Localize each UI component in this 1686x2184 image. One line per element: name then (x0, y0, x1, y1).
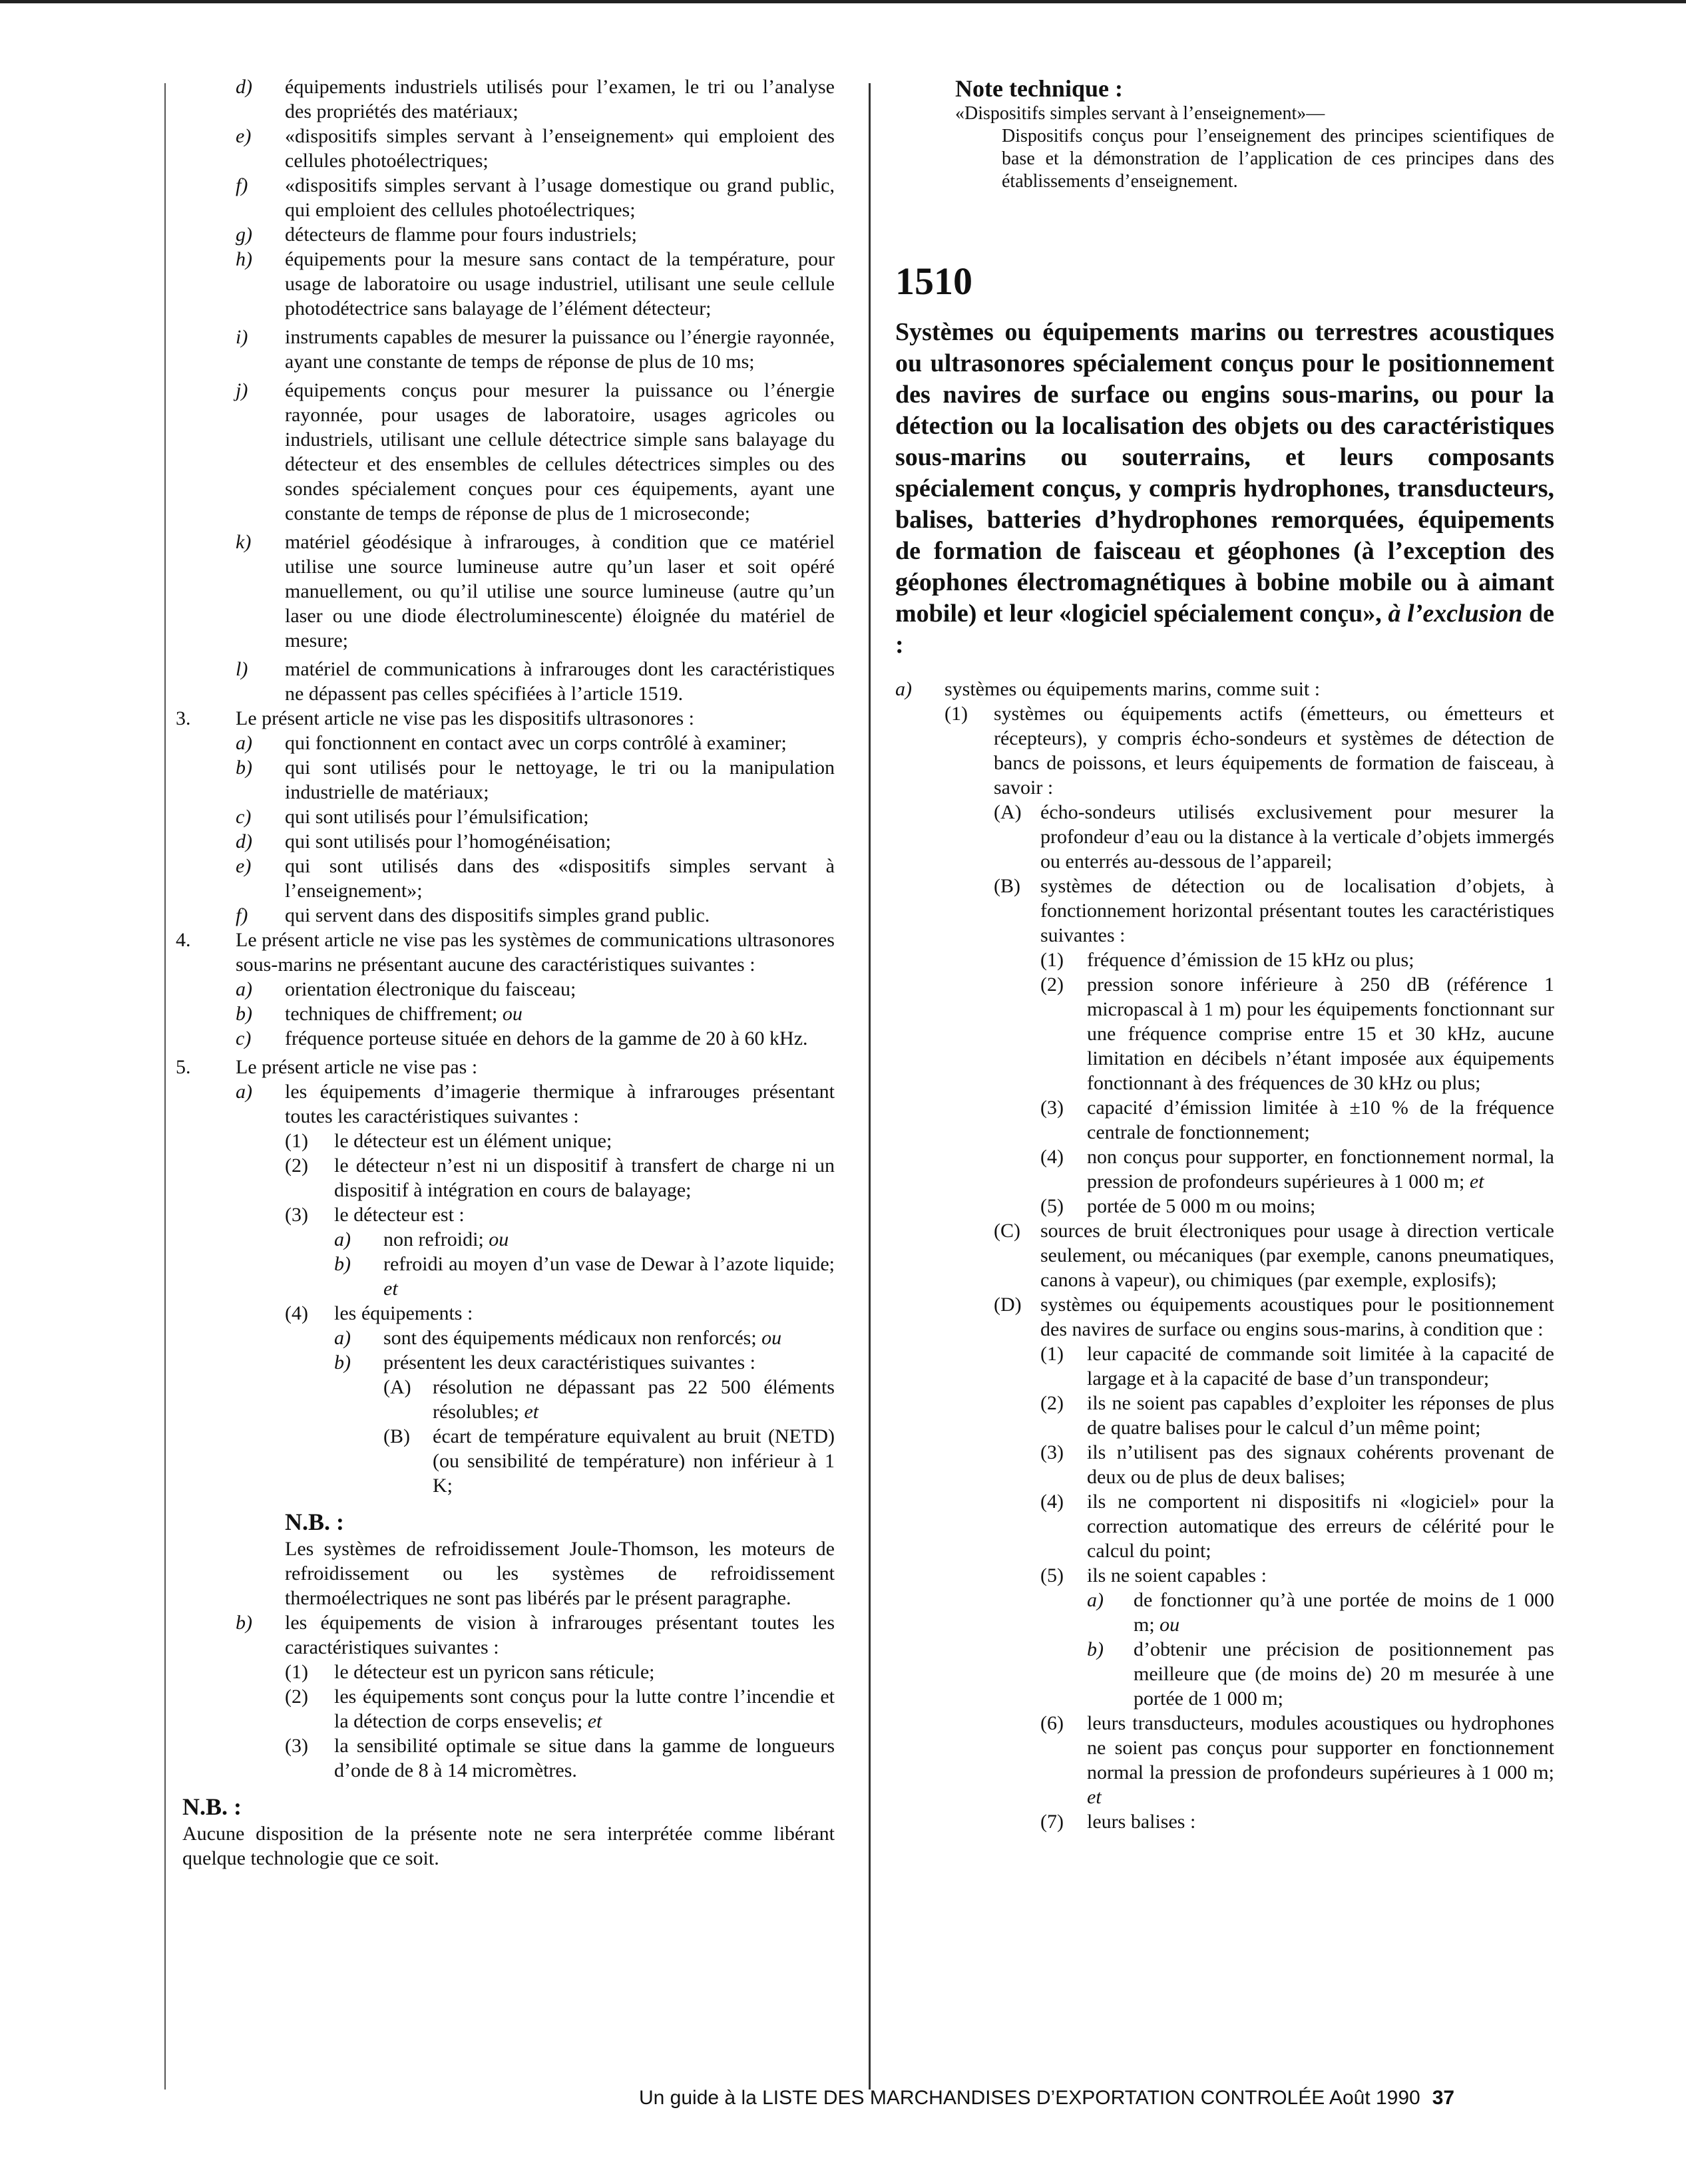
item-marker: (1) (1040, 949, 1064, 971)
item-marker: (1) (285, 1661, 308, 1683)
sub-sub-sub-item (895, 1711, 1554, 1809)
item-text: équipements industriels utilisés pour l’examen, le tri ou l’analyse des propriétés des matériaux; (285, 76, 835, 122)
list-item (182, 378, 835, 526)
item-text: refroidi au moyen d’un vase de Dewar à l’azote liquide; (383, 1253, 835, 1275)
sub-sub-item (895, 1292, 1554, 1342)
item-marker: a) (236, 1081, 252, 1103)
item-text: non conçus pour supporter, en fonctionnement normal, la pression de profondeurs supérieures à 1 000 m; (1087, 1146, 1554, 1192)
item-conjunction: ou (502, 1003, 523, 1025)
item-marker: a) (1087, 1589, 1104, 1611)
sub-item (182, 1660, 835, 1684)
item-text: leurs balises : (1087, 1811, 1196, 1833)
sub-sub-item (895, 1218, 1554, 1292)
item-text: sources de bruit électroniques pour usage à direction verticale seulement, ou mécaniques (par exemple, canons pneumatiques, canons à vapeur), ou chimiques (par exemple, explosifs); (1040, 1220, 1554, 1291)
paragraph-number: 5. (176, 1056, 191, 1078)
item-marker: (2) (1040, 1392, 1064, 1414)
item-marker: d) (236, 76, 252, 98)
item-marker: c) (236, 806, 252, 828)
sub-sub-sub-sub-item (895, 1588, 1554, 1637)
paragraph-4-intro (176, 928, 835, 977)
paragraph-text: Le présent article ne vise pas les systèmes de communications ultrasonores sous-marins ne présentant aucune des caractéristiques suivantes : (236, 929, 835, 976)
article-number: 1510 (895, 260, 972, 303)
item-conjunction: ou (489, 1228, 509, 1250)
paragraph-2-list (182, 75, 835, 706)
nb-note-2 (182, 1792, 835, 1871)
sub-sub-sub-item (895, 1563, 1554, 1588)
paragraph-number: 4. (176, 929, 191, 951)
item-marker: f) (236, 904, 248, 926)
item-text: «dispositifs simples servant à l’enseignement» qui emploient des cellules photoélectriques; (285, 125, 835, 172)
item-marker: l) (236, 658, 248, 680)
item-text: les équipements de vision à infrarouges présentant toutes les caractéristiques suivantes : (285, 1612, 835, 1658)
item-marker: (D) (994, 1294, 1022, 1316)
sub-item (182, 1153, 835, 1202)
item-marker: b) (236, 1003, 252, 1025)
technical-note-term: «Dispositifs simples servant à l’enseignement»— (955, 103, 1325, 124)
item-marker: h) (236, 248, 252, 270)
item-marker: (4) (285, 1302, 308, 1324)
item-text: le détecteur est : (334, 1204, 465, 1226)
item-marker: a) (895, 678, 912, 700)
item-text: systèmes ou équipements actifs (émetteurs, ou émetteurs et récepteurs), y compris écho-sondeurs et systèmes de détection de bancs de poissons, et leurs équipements de formation de faisceau, à savoir : (994, 703, 1554, 799)
sub-item (182, 1129, 835, 1153)
item-marker: a) (334, 1228, 351, 1250)
item-text: le détecteur est un élément unique; (334, 1130, 612, 1152)
list-item (182, 657, 835, 706)
item-marker: c) (236, 1027, 252, 1049)
item-text: résolution ne dépassant pas 22 500 éléments résolubles; (433, 1376, 835, 1423)
item-marker: f) (236, 174, 248, 196)
list-item (182, 75, 835, 124)
column-divider-rule (869, 83, 871, 2090)
item-text: instruments capables de mesurer la puissance ou l’énergie rayonnée, ayant une constante de temps de réponse de plus de 10 ms; (285, 326, 835, 373)
item-text: écho-sondeurs utilisés exclusivement pour mesurer la profondeur d’eau ou la distance à la verticale d’objets immergés ou enterrés au-dessous de l’appareil; (1040, 801, 1554, 872)
item-marker: b) (334, 1352, 351, 1373)
list-item (182, 124, 835, 173)
nb-text: Les systèmes de refroidissement Joule-Thomson, les moteurs de refroidissement ou les systèmes de refroidissement thermoélectriques ne sont pas libérés par le présent paragraphe. (285, 1538, 835, 1609)
list-item (182, 325, 835, 374)
list-item (182, 755, 835, 805)
item-text: sont des équipements médicaux non renforcés; (383, 1327, 757, 1349)
sub-sub-item (182, 1326, 835, 1350)
top-border-line (0, 0, 1686, 3)
paragraph-text: Le présent article ne vise pas : (236, 1056, 478, 1078)
list-item (182, 530, 835, 653)
page-footer (639, 2087, 1454, 2109)
item-text: ils n’utilisent pas des signaux cohérents provenant de deux ou de plus de deux balises; (1087, 1441, 1554, 1488)
item-marker: i) (236, 326, 248, 348)
item-text: de fonctionner qu’à une portée de moins de 1 000 m; (1134, 1589, 1554, 1636)
item-marker: e) (236, 855, 252, 877)
item-text: les équipements d’imagerie thermique à infrarouges présentant toutes les caractéristiques suivantes : (285, 1081, 835, 1127)
item-text: équipements pour la mesure sans contact de la température, pour usage de laboratoire ou usage industriel, utilisant une seule cellule photodétectrice sans balayage de l’élément détecteur; (285, 248, 835, 319)
item-marker: (B) (994, 875, 1020, 897)
item-marker: b) (236, 1612, 252, 1634)
left-margin-rule (164, 83, 166, 2090)
item-conjunction: ou (1159, 1614, 1180, 1636)
paragraph-5-intro (176, 1055, 835, 1079)
sub-sub-sub-item (895, 1489, 1554, 1563)
list-item (895, 677, 1554, 701)
sub-sub-sub-item (895, 1342, 1554, 1391)
item-text: systèmes ou équipements acoustiques pour le positionnement des navires de surface ou engins sous-marins, à condition que : (1040, 1294, 1554, 1340)
article-heading-text: Systèmes ou équipements marins ou terrestres acoustiques ou ultrasonores spécialement conçus pour le positionnement des navires de surface ou engins sous-marins, ou pour la détection ou la localisation des objets ou des caractéristiques sous-marins ou souterrains, et leurs composants spécialement conçus, y compris hydrophones, transducteurs, balises, batteries d’hydrophones remorquées, équipements de formation de faisceau et géophones (à l’exception des géophones électromagnétiques à bobine mobile ou à aimant mobile) et leur «logiciel spécialement conçu», (895, 318, 1554, 628)
item-text: non refroidi; (383, 1228, 484, 1250)
left-column (176, 75, 835, 1871)
paragraph-3-intro (176, 706, 835, 731)
sub-item (182, 1733, 835, 1783)
item-marker: e) (236, 125, 252, 147)
item-text: les équipements sont conçus pour la lutte contre l’incendie et la détection de corps ensevelis; (334, 1686, 835, 1732)
sub-sub-item (895, 800, 1554, 874)
sub-item (182, 1301, 835, 1326)
item-marker: (B) (383, 1425, 410, 1447)
sub-sub-sub-item (182, 1424, 835, 1498)
item-conjunction: ou (761, 1327, 782, 1349)
item-marker: (2) (285, 1155, 308, 1177)
item-text: ils ne soient pas capables d’exploiter les réponses de plus de quatre balises pour le calcul d’un même point; (1087, 1392, 1554, 1439)
item-conjunction: et (383, 1278, 398, 1300)
item-marker: b) (236, 757, 252, 779)
item-marker: (C) (994, 1220, 1020, 1242)
sub-sub-sub-item (895, 972, 1554, 1095)
item-text: capacité d’émission limitée à ±10 % de la fréquence centrale de fonctionnement; (1087, 1097, 1554, 1143)
list-item (182, 731, 835, 755)
item-marker: (3) (1040, 1097, 1064, 1119)
item-text: portée de 5 000 m ou moins; (1087, 1195, 1316, 1217)
item-marker: (5) (1040, 1195, 1064, 1217)
sub-sub-sub-item (895, 1440, 1554, 1489)
item-text: qui servent dans des dispositifs simples grand public. (285, 904, 710, 926)
list-item (182, 173, 835, 222)
nb-text: Aucune disposition de la présente note ne sera interprétée comme libérant quelque technologie que ce soit. (182, 1823, 835, 1869)
sub-item (895, 701, 1554, 800)
list-item (182, 903, 835, 928)
item-conjunction: et (524, 1401, 539, 1423)
item-marker: g) (236, 224, 252, 246)
sub-sub-sub-item (895, 1809, 1554, 1834)
item-marker: b) (1087, 1638, 1104, 1660)
list-item (182, 1079, 835, 1129)
sub-sub-sub-item (182, 1375, 835, 1424)
list-item (182, 829, 835, 854)
item-marker: a) (236, 978, 252, 1000)
item-marker: b) (334, 1253, 351, 1275)
item-text: d’obtenir une précision de positionnement pas meilleure que (de moins de) 20 m mesurée à une portée de 1 000 m; (1134, 1638, 1554, 1710)
article-heading-end: de : (895, 600, 1555, 659)
item-text: qui sont utilisés pour le nettoyage, le tri ou la manipulation industrielle de matériaux; (285, 757, 835, 803)
sub-sub-sub-item (895, 948, 1554, 972)
item-marker: d) (236, 830, 252, 852)
item-marker: (4) (1040, 1146, 1064, 1168)
item-marker: (1) (945, 703, 968, 725)
list-item (182, 247, 835, 321)
item-marker: a) (236, 732, 252, 754)
item-conjunction: et (587, 1710, 602, 1732)
item-text: qui sont utilisés pour l’homogénéisation; (285, 830, 611, 852)
article-heading (895, 317, 1554, 661)
list-item (182, 805, 835, 829)
item-text: fréquence d’émission de 15 kHz ou plus; (1087, 949, 1414, 971)
footer-text: Un guide à la LISTE DES MARCHANDISES D’EXPORTATION CONTROLÉE Août 1990 (639, 2087, 1420, 2109)
item-text: leur capacité de commande soit limitée à la capacité de largage et à la capacité de base d’un transpondeur; (1087, 1343, 1554, 1389)
item-marker: j) (236, 379, 248, 401)
technical-note-definition: Dispositifs conçus pour l’enseignement des principes scientifiques de base et la démonstration de l’application de ces principes dans des établissements d’enseignement. (1002, 126, 1554, 192)
page-number: 37 (1432, 2087, 1455, 2109)
item-marker: a) (334, 1327, 351, 1349)
item-marker: (3) (1040, 1441, 1064, 1463)
nb-note-1 (182, 1507, 835, 1610)
item-text: la sensibilité optimale se situe dans la gamme de longueurs d’onde de 8 à 14 micromètres. (334, 1735, 835, 1781)
item-marker: k) (236, 531, 252, 553)
item-marker: (A) (994, 801, 1022, 823)
item-text: fréquence porteuse située en dehors de la gamme de 20 à 60 kHz. (285, 1027, 808, 1049)
sub-sub-item (895, 874, 1554, 948)
item-text: qui fonctionnent en contact avec un corps contrôlé à examiner; (285, 732, 787, 754)
item-text: pression sonore inférieure à 250 dB (référence 1 micropascal à 1 m) pour les équipements fonctionnant sur une fréquence comprise entre 15 et 30 kHz, aucune limitation en décibels n’étant imposée aux équipements fonctionnant à des fréquences de 30 kHz ou plus; (1087, 974, 1554, 1094)
item-text: écart de température equivalent au bruit (NETD) (ou sensibilité de température) non inférieur à 1 K; (433, 1425, 835, 1497)
technical-note-heading: Note technique : (955, 75, 1123, 102)
item-marker: (A) (383, 1376, 411, 1398)
item-marker: (2) (1040, 974, 1064, 996)
item-marker: (4) (1040, 1491, 1064, 1513)
item-conjunction: et (1087, 1786, 1102, 1808)
item-text: présentent les deux caractéristiques suivantes : (383, 1352, 755, 1373)
nb-heading: N.B. : (182, 1793, 242, 1820)
item-marker: (3) (285, 1735, 308, 1757)
item-text: le détecteur est un pyricon sans réticule; (334, 1661, 655, 1683)
item-text: «dispositifs simples servant à l’usage domestique ou grand public, qui emploient des cellules photoélectriques; (285, 174, 835, 221)
item-text: qui sont utilisés dans des «dispositifs simples servant à l’enseignement»; (285, 855, 835, 902)
item-text: qui sont utilisés pour l’émulsification; (285, 806, 589, 828)
item-marker: (3) (285, 1204, 308, 1226)
item-text: équipements conçus pour mesurer la puissance ou l’énergie rayonnée, pour usages de laboratoire, usages agricoles ou industriels, utilisant une cellule détectrice simple sans balayage du détecteur et des ensembles de cellules détectrices simples ou des sondes spécialement conçues pour ces équipements, ayant une constante de temps de réponse de plus de 1 microseconde; (285, 379, 835, 524)
list-item (182, 1026, 835, 1051)
item-text: détecteurs de flamme pour fours industriels; (285, 224, 638, 246)
item-text: systèmes de détection ou de localisation d’objets, à fonctionnement horizontal présentant toutes les caractéristiques suivantes : (1040, 875, 1554, 946)
paragraph-number: 3. (176, 707, 191, 729)
item-marker: (6) (1040, 1712, 1064, 1734)
item-text: leurs transducteurs, modules acoustiques ou hydrophones ne soient pas conçus pour supporter en fonctionnement normal la pression de profondeurs supérieures à 1 000 m; (1087, 1712, 1554, 1783)
list-item (182, 222, 835, 247)
item-text: systèmes ou équipements marins, comme suit : (945, 678, 1321, 700)
sub-sub-item (182, 1252, 835, 1301)
item-text: matériel géodésique à infrarouges, à condition que ce matériel utilise une source lumineuse autre qu’un laser et soit opéré manuellement, ou qu’il utilise une source lumineuse (autre qu’un laser ou une diode électroluminescente) éloignée du matériel de mesure; (285, 531, 835, 651)
right-column (895, 75, 1554, 1834)
list-item (182, 977, 835, 1001)
item-text: ils ne soient capables : (1087, 1564, 1267, 1586)
sub-sub-item (182, 1227, 835, 1252)
paragraph-text: Le présent article ne vise pas les dispositifs ultrasonores : (236, 707, 694, 729)
sub-sub-sub-item (895, 1145, 1554, 1194)
item-text: le détecteur n’est ni un dispositif à transfert de charge ni un dispositif à intégration en cours de balayage; (334, 1155, 835, 1201)
item-conjunction: et (1469, 1171, 1484, 1192)
list-item (182, 854, 835, 903)
sub-sub-sub-item (895, 1095, 1554, 1145)
sub-sub-sub-item (895, 1194, 1554, 1218)
sub-sub-item (182, 1350, 835, 1375)
nb-heading: N.B. : (285, 1509, 344, 1535)
list-item (182, 1001, 835, 1026)
item-marker: (7) (1040, 1811, 1064, 1833)
sub-sub-sub-item (895, 1391, 1554, 1440)
list-item (182, 1610, 835, 1660)
item-marker: (1) (1040, 1343, 1064, 1365)
sub-item (182, 1202, 835, 1227)
item-text: techniques de chiffrement; (285, 1003, 498, 1025)
item-marker: (1) (285, 1130, 308, 1152)
item-text: orientation électronique du faisceau; (285, 978, 576, 1000)
item-text: ils ne comportent ni dispositifs ni «logiciel» pour la correction automatique des erreurs de célérité pour le calcul du point; (1087, 1491, 1554, 1562)
item-marker: (2) (285, 1686, 308, 1708)
sub-item (182, 1684, 835, 1733)
sub-sub-sub-sub-item (895, 1637, 1554, 1711)
item-text: les équipements : (334, 1302, 473, 1324)
item-marker: (5) (1040, 1564, 1064, 1586)
article-heading-exclusion: à l’exclusion (1388, 600, 1523, 628)
item-text: matériel de communications à infrarouges dont les caractéristiques ne dépassent pas celles spécifiées à l’article 1519. (285, 658, 835, 705)
